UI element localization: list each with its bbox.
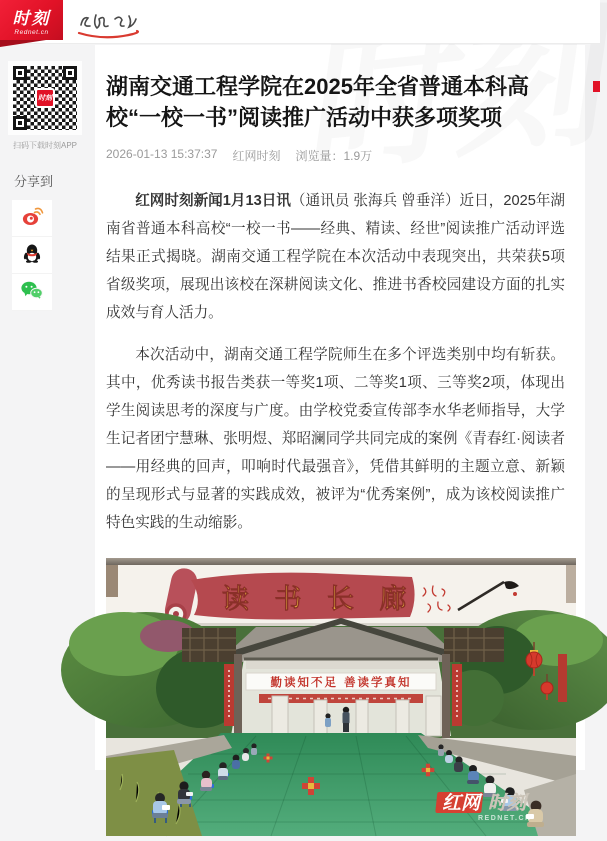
qr-caption: 扫码下载时刻APP (12, 141, 77, 150)
photo-watermark-sub: REDNET.CN (478, 815, 532, 822)
paragraph-text: 本次活动中，湖南交通工程学院师生在多个评选类别中均有斩获。其中，优秀读书报告类获一等奖1项、二等奖1项、三等奖2项，体现出学生阅读思考的深度与广度。由学校党委宣传部李水华老师指导，大学生记者团宁慧琳、张明煜、郑昭澜同学共同完成的案例《青春红·阅读者——用经典的回声，叩响时代最强音》，凭借其鲜明的主题立意、新颖的呈现形式与显著的实践成效，被评为“优秀案例”，成为该校阅读推广特色实践的生动缩影。 (106, 347, 565, 531)
edge-widget[interactable] (593, 81, 600, 92)
publish-datetime: 2026-01-13 15:37:37 (106, 147, 218, 161)
article-photo-reading-corridor (106, 558, 576, 836)
banner-title: 读 书 长 廊 (222, 584, 416, 614)
calligraphy-slogan-icon (74, 6, 174, 45)
share-wechat-button[interactable] (12, 274, 52, 311)
inner-banner-text: 勤读知不足 善读学真知 (270, 675, 412, 689)
share-button-list (12, 200, 52, 311)
qr-finder-icon (63, 66, 77, 80)
qq-icon (21, 243, 43, 268)
weibo-icon (21, 206, 43, 231)
paragraph-text: （通讯员 张海兵 曾垂洋）近日，2025年湖南省普通本科高校“一校一书——经典、精读、经世”阅读推广活动评选结果正式揭晓。湖南交通工程学院在本次活动中表现突出，共荣获5项省级奖项，展现出该校在深耕阅读文化、推进书香校园建设方面的扎实成效与育人活力。 (106, 193, 566, 321)
paragraph-lead: 红网时刻新闻1月13日讯 (135, 193, 291, 209)
photo-watermark-white: 时刻 (488, 793, 527, 814)
share-to-label: 分享到 (14, 174, 54, 189)
site-logo[interactable] (0, 0, 63, 40)
qr-finder-icon (13, 116, 27, 130)
article-title: 湖南交通工程学院在2025年全省普通本科高校“一校一书”阅读推广活动中获多项奖项 (106, 74, 529, 130)
share-qq-button[interactable] (12, 237, 52, 274)
app-qr-code (8, 61, 82, 135)
share-weibo-button[interactable] (12, 200, 52, 237)
view-count: 浏览量：1.9万 (295, 149, 373, 163)
wechat-icon (20, 280, 44, 305)
qr-center-logo: 时刻 (35, 88, 55, 108)
article-card (95, 45, 585, 822)
source-label: 红网时刻 (232, 149, 281, 163)
site-logo-title: 时刻 (12, 9, 51, 28)
share-sidebar (0, 45, 95, 311)
qr-pattern (13, 66, 77, 130)
site-header (0, 0, 600, 44)
article-paragraph (106, 187, 565, 327)
article-paragraph (106, 341, 565, 537)
photo-scene (106, 558, 576, 836)
photo-watermark-red: 红网 (442, 793, 481, 814)
article-meta (106, 147, 565, 164)
qr-finder-icon (13, 66, 27, 80)
site-logo-subtitle: Rednet.cn (14, 29, 49, 36)
